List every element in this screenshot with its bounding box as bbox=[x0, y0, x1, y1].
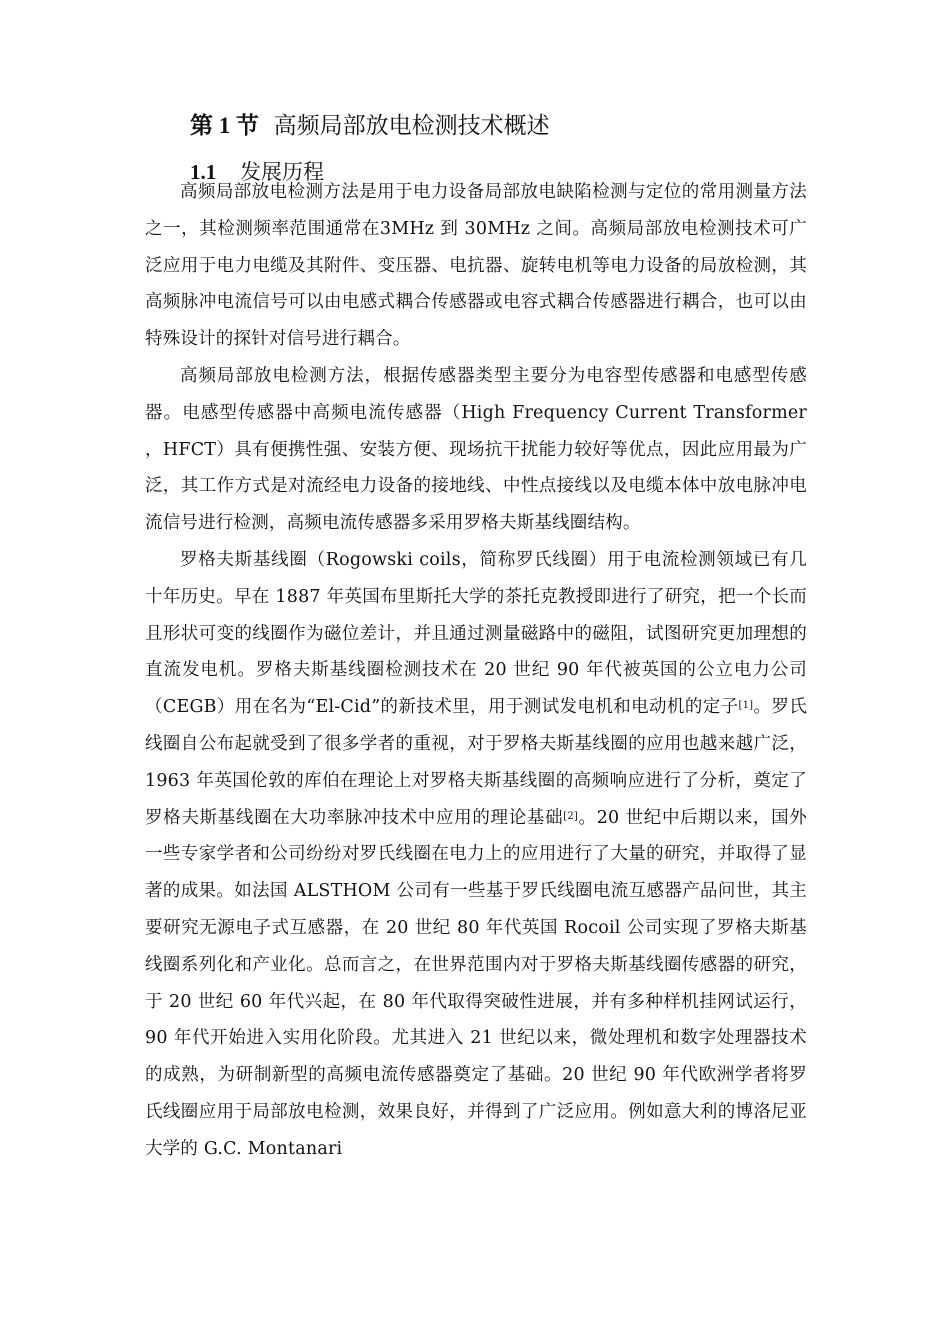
paragraph-3-part-b: 。罗氏线圈自公布起就受到了很多学者的重视，对于罗格夫斯基线圈的应用也越来越广泛，1963 年英国伦敦的库伯在理论上对罗格夫斯基线圈的高频响应进行了分析，奠定了罗格夫斯基线圈在大功率脉冲技术中应用的理论基础 bbox=[145, 697, 807, 828]
citation-ref-1: [1] bbox=[738, 700, 754, 712]
paragraph-1: 高频局部放电检测方法是用于电力设备局部放电缺陷检测与定位的常用测量方法之一，其检测频率范围通常在3MHz 到 30MHz 之间。高频局部放电检测技术可广泛应用于电力电缆及其附件、变压器、电抗器、旋转电机等电力设备的局放检测，其高频脉冲电流信号可以由电感式耦合传感器或电容式耦合传感器进行耦合，也可以由特殊设计的探针对信号进行耦合。 bbox=[145, 182, 807, 350]
paragraph-3-part-c: 。20 世纪中后期以来，国外一些专家学者和公司纷纷对罗氏线圈在电力上的应用进行了大量的研究，并取得了显著的成果。如法国 ALSTHOM 公司有一些基于罗氏线圈电流互感器产品问世，其主要研究无源电子式互感器，在 20 世纪 80 年代英国 Rocoil 公司实现了罗格夫斯基线圈系列化和产业化。总而言之，在世界范围内对于罗格夫斯基线圈传感器的研究，于 20 世纪 60 年代兴起，在 80 年代取得突破性进展，并有多种样机挂网试运行，90 年代开始进入实用化阶段。尤其进入 21 世纪以来，微处理机和数字处理器技术的成熟，为研制新型的高频电流传感器奠定了基础。20 世纪 90 年代欧洲学者将罗氏线圈应用于局部放电检测，效果良好，并得到了广泛应用。例如意大利的博洛尼亚大学的 G.C. Montanari bbox=[145, 807, 807, 1159]
citation-ref-2: [2] bbox=[563, 810, 579, 822]
section-number: 第 1 节 bbox=[190, 113, 259, 138]
paragraph-3-part-a: 罗格夫斯基线圈（Rogowski coils，简称罗氏线圈）用于电流检测领域已有几十年历史。早在 1887 年英国布里斯托大学的茶托克教授即进行了研究，把一个长而且形状可变的线圈作为磁位差计，并且通过测量磁路中的磁阻，试图研究更加理想的直流发电机。罗格夫斯基线圈检测技术在 20 世纪 90 年代被英国的公立电力公司（CEGB）用在名为“El-Cid”的新技术里，用于测试发电机和电动机的定子 bbox=[145, 549, 807, 718]
paragraph-3 bbox=[145, 542, 807, 1168]
paragraph-2: 高频局部放电检测方法，根据传感器类型主要分为电容型传感器和电感型传感器。电感型传感器中高频电流传感器（High Frequency Current Transformer ，HFCT）具有便携性强、安装方便、现场抗干扰能力较好等优点，因此应用最为广泛，其工作方式是对流经电力设备的接地线、中性点接线以及电缆本体中放电脉冲电流信号进行检测，高频电流传感器多采用罗格夫斯基线圈结构。 bbox=[145, 365, 807, 534]
subsection-number: 1.1 bbox=[190, 160, 217, 184]
section-title: 高频局部放电检测技术概述 bbox=[273, 113, 550, 139]
subsection-title: 发展历程 bbox=[240, 160, 324, 184]
section-heading bbox=[190, 106, 550, 146]
body-text bbox=[145, 174, 807, 1168]
